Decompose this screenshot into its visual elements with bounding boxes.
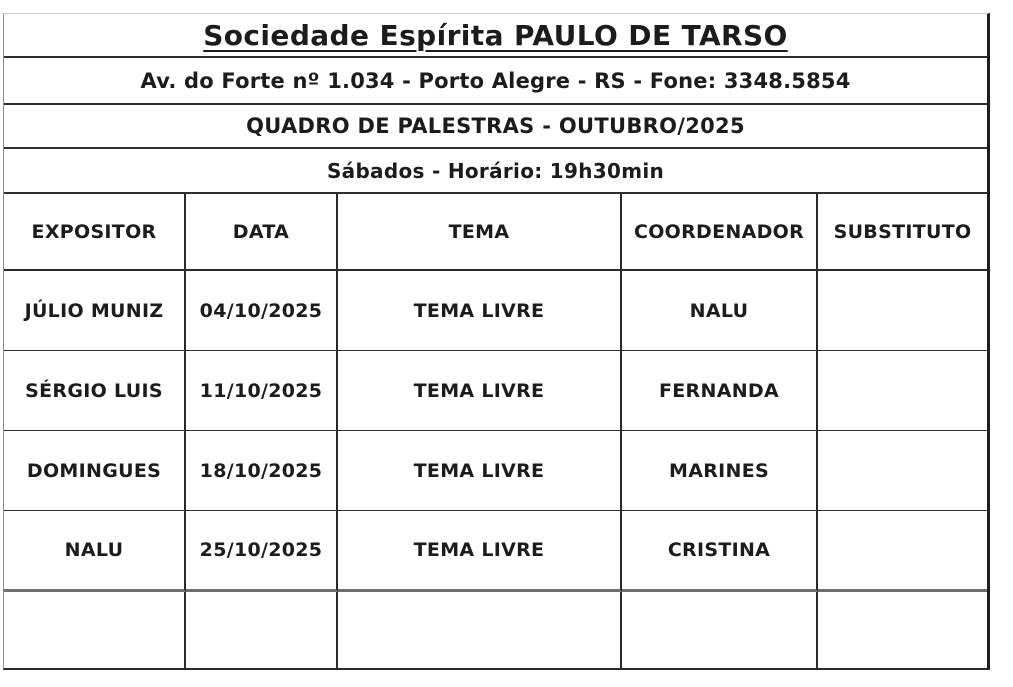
cell-expositor: JÚLIO MUNIZ: [4, 271, 186, 351]
cell-coordenador: MARINES: [622, 431, 818, 511]
header-cell-coordenador: COORDENADOR: [622, 194, 818, 271]
cell-substituto: [818, 592, 987, 668]
cell-expositor: [4, 592, 186, 668]
cell-substituto: [818, 511, 987, 592]
cell-substituto: [818, 271, 987, 351]
schedule-note-row: [4, 149, 987, 194]
cell-substituto: [818, 431, 987, 511]
cell-data: 18/10/2025: [186, 431, 338, 511]
cell-tema: [338, 592, 622, 668]
cell-expositor: NALU: [4, 511, 186, 592]
cell-tema: TEMA LIVRE: [338, 351, 622, 431]
cell-tema: TEMA LIVRE: [338, 271, 622, 351]
cell-data: [186, 592, 338, 668]
cell-data: 25/10/2025: [186, 511, 338, 592]
cell-data: 11/10/2025: [186, 351, 338, 431]
cell-substituto: [818, 351, 987, 431]
page-title: Sociedade Espírita PAULO DE TARSO: [203, 18, 788, 52]
header-cell-tema: TEMA: [338, 194, 622, 271]
cell-tema: TEMA LIVRE: [338, 431, 622, 511]
cell-expositor: DOMINGUES: [4, 431, 186, 511]
subtitle: QUADRO DE PALESTRAS - OUTUBRO/2025: [246, 114, 745, 138]
address-row: [4, 58, 987, 105]
schedule-sheet: [3, 13, 990, 670]
cell-coordenador: [622, 592, 818, 668]
cell-tema: TEMA LIVRE: [338, 511, 622, 592]
cell-coordenador: NALU: [622, 271, 818, 351]
cell-data: 04/10/2025: [186, 271, 338, 351]
subtitle-row: [4, 105, 987, 149]
title-row: [4, 14, 987, 58]
header-cell-expositor: EXPOSITOR: [4, 194, 186, 271]
cell-expositor: SÉRGIO LUIS: [4, 351, 186, 431]
header-cell-substituto: SUBSTITUTO: [818, 194, 987, 271]
header-cell-data: DATA: [186, 194, 338, 271]
cell-coordenador: FERNANDA: [622, 351, 818, 431]
address-line: Av. do Forte nº 1.034 - Porto Alegre - RS - Fone: 3348.5854: [140, 68, 851, 93]
cell-coordenador: CRISTINA: [622, 511, 818, 592]
schedule-note: Sábados - Horário: 19h30min: [326, 158, 665, 183]
